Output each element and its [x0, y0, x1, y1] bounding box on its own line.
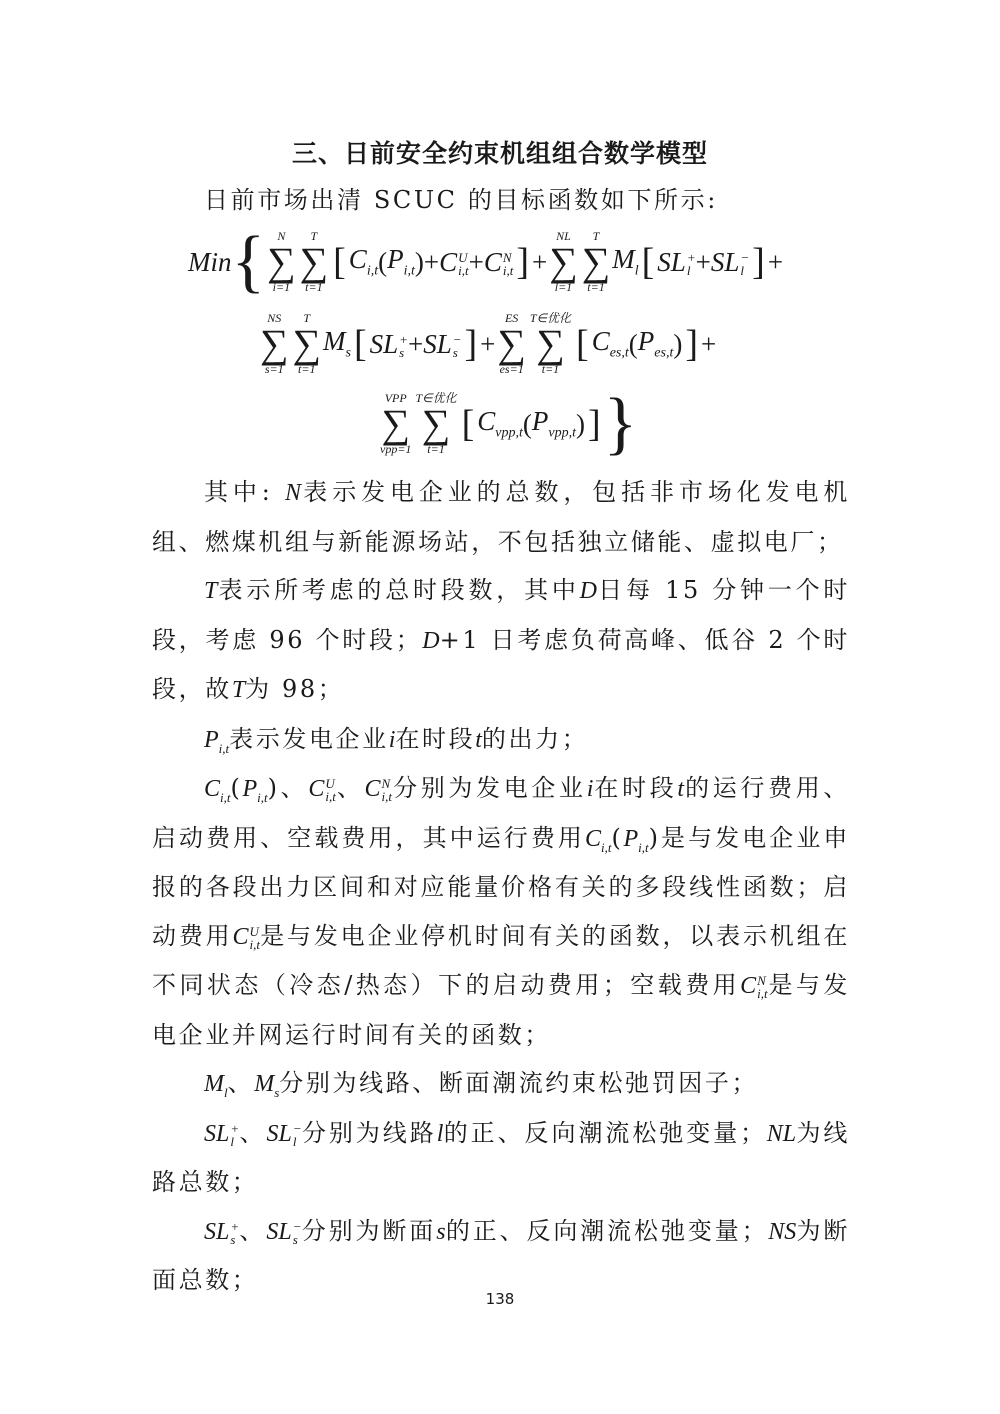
sigma-icon: ∑ — [581, 239, 611, 284]
bracket: [ — [576, 323, 589, 365]
bracket: ] — [516, 241, 529, 283]
subscript: es,t — [654, 345, 674, 361]
summation-symbol — [549, 230, 578, 294]
subscript: s — [452, 345, 458, 361]
subscript: i,t — [366, 263, 379, 279]
summation-symbol — [530, 312, 571, 376]
math-variable: C U i,t — [439, 246, 469, 279]
math-variable: $C_{es,t}$ — [591, 326, 629, 361]
formula-text: + — [695, 246, 711, 277]
paragraph: $P_{i,t}$表示发电企业i在时段t的出力； — [152, 715, 850, 765]
subscript: i,t — [638, 839, 649, 855]
formula-text: ( — [628, 328, 638, 359]
subscript: l — [740, 263, 744, 279]
summation-symbol — [415, 392, 456, 456]
bracket: [ — [641, 241, 655, 283]
bracket: ] — [464, 323, 478, 365]
sum-lower-limit: l=1 — [554, 280, 573, 294]
math-symbol: t — [677, 776, 685, 802]
subscript: vpp,t — [495, 425, 523, 441]
math-variable: C N i,t — [364, 776, 393, 805]
paragraph: $C_{i,t}(P_{i,t})$、C U i,t 、C N i,t 分别为发电企业i在时段t的运行费用、启动费用、空载费用，其中运行费用$C_{i,t}(P_{i,t})$是与发电企业申报的各段出力区间和对应能量价格有关的多段线性函数；启动费用C U i,t 是与发电企业停机时间有关的函数，以表示机组在不同状态（冷态/热态）下的启动费用；空载费用C N i,t 是与发电企业并网运行时间有关的函数； — [152, 764, 850, 1059]
subscript: s — [345, 345, 351, 361]
paragraph: $M_l$、$M_s$分别为线路、断面潮流约束松弛罚因子； — [152, 1059, 850, 1109]
math-variable: $C_{i,t}$ — [584, 825, 612, 855]
math-variable: SL − l — [266, 1120, 302, 1149]
sub-sup — [453, 333, 462, 359]
sum-upper-limit: NL — [556, 229, 571, 243]
math-variable: $P_{es,t}$ — [637, 326, 674, 361]
subscript: s — [274, 1084, 280, 1100]
sum-lower-limit: s=1 — [264, 362, 284, 376]
formula-line-1 — [188, 222, 783, 302]
subscript: s — [292, 1231, 298, 1247]
math-variable: $C_{vpp,t}$ — [477, 406, 523, 441]
subscript: l — [292, 1133, 297, 1149]
sum-lower-limit: es=1 — [499, 362, 524, 376]
formula-text: ) — [673, 328, 683, 359]
bracket: [ — [353, 323, 367, 365]
math-variable: C N i,t — [483, 246, 514, 279]
formula-text: ( — [378, 246, 388, 277]
formula-text: + — [701, 328, 717, 359]
subscript: i,t — [257, 789, 268, 805]
sub-sup — [382, 777, 392, 803]
sub-sup — [293, 1220, 302, 1246]
formula-text: + — [480, 328, 496, 359]
math-variable: SL − s — [423, 328, 462, 361]
paragraph: T表示所考虑的总时段数，其中D日每 15 分钟一个时段，考虑 96 个时段；D+1 日考虑负荷高峰、低谷 2 个时段，故T为 98； — [152, 576, 850, 703]
formula-text: )+ — [414, 246, 440, 277]
subscript: l — [634, 263, 639, 279]
summation-symbol — [267, 230, 296, 294]
bracket: ] — [685, 323, 698, 365]
math-variable: $P_{vpp,t}$ — [531, 406, 576, 441]
sum-lower-limit: t=1 — [541, 362, 560, 376]
subscript: s — [230, 1231, 236, 1247]
subscript: i,t — [218, 740, 230, 756]
sum-upper-limit: ES — [504, 311, 519, 325]
math-symbol: NL — [766, 1120, 797, 1147]
math-symbol: i — [586, 776, 594, 802]
sub-sup — [740, 251, 749, 277]
definitions-body — [152, 468, 850, 1305]
sum-lower-limit: t=1 — [305, 280, 323, 294]
superscript: + — [230, 1120, 240, 1136]
subscript: i,t — [600, 839, 612, 855]
formula-text: ( — [522, 408, 532, 439]
formula-text: + — [531, 246, 548, 277]
subscript: i,t — [757, 986, 768, 1002]
math-variable: C N i,t — [740, 973, 768, 1002]
sub-sup — [230, 1220, 239, 1246]
subscript: i,t — [220, 789, 231, 805]
page-number: 138 — [485, 1290, 515, 1308]
sum-upper-limit: VPP — [384, 391, 407, 405]
sum-lower-limit: i=1 — [272, 280, 291, 294]
sigma-icon: ∑ — [260, 321, 289, 366]
sum-upper-limit: T — [303, 311, 311, 325]
sum-lower-limit: t=1 — [298, 362, 316, 376]
sum-upper-limit: T∈优化 — [529, 311, 572, 325]
math-symbol: T — [231, 677, 246, 703]
math-variable: $P_{i,t}$ — [623, 825, 649, 855]
superscript: N — [757, 973, 766, 989]
brace: } — [603, 385, 638, 462]
math-variable: SL + s — [369, 328, 408, 361]
superscript: − — [292, 1120, 302, 1136]
math-variable: SL − s — [266, 1218, 302, 1247]
paragraph: 其中: N表示发电企业的总数，包括非市场化发电机组、燃煤机组与新能源场站，不包括独立储能、虚拟电厂； — [152, 478, 850, 556]
math-variable: C U i,t — [232, 923, 260, 952]
sub-sup — [458, 251, 468, 277]
sum-upper-limit: T — [310, 229, 318, 243]
intro-text — [152, 176, 850, 225]
section-title: 三、日前安全约束机组组合数学模型 — [291, 139, 708, 168]
bracket: ] — [752, 241, 765, 283]
subscript: s — [399, 345, 405, 361]
superscript: N — [502, 250, 512, 266]
sum-upper-limit: N — [277, 229, 286, 243]
subscript: l — [230, 1133, 234, 1149]
math-symbol: i — [388, 726, 396, 753]
math-variable: C U i,t — [308, 776, 336, 805]
superscript: + — [399, 332, 408, 348]
summation-symbol — [497, 312, 526, 376]
subscript: es,t — [609, 345, 629, 361]
sum-lower-limit: t=1 — [587, 280, 605, 294]
superscript: + — [686, 250, 696, 266]
summation-symbol — [380, 392, 411, 456]
math-variable: $M_s$ — [323, 326, 351, 361]
superscript: − — [740, 250, 750, 266]
superscript: − — [452, 332, 462, 348]
sigma-icon: ∑ — [497, 321, 526, 366]
math-variable: $C_{i,t}$ — [348, 244, 379, 279]
subscript: i,t — [249, 936, 260, 952]
formula-line-3 — [378, 384, 637, 464]
math-variable: $P_{i,t}$ — [242, 776, 268, 805]
sum-upper-limit: T — [592, 229, 600, 243]
math-symbol: NS — [768, 1218, 797, 1245]
subscript: l — [686, 263, 691, 279]
formula-text: + — [767, 246, 784, 277]
sigma-icon: ∑ — [381, 401, 410, 446]
bracket: [ — [333, 241, 346, 283]
math-symbol: t — [475, 726, 482, 753]
superscript: U — [249, 923, 259, 939]
sub-sup — [293, 1122, 302, 1148]
subscript: i,t — [502, 263, 514, 279]
summation-symbol — [300, 230, 329, 294]
math-variable: SL − l — [710, 246, 750, 279]
formula-text: ) — [575, 408, 585, 439]
sub-sup — [325, 777, 335, 803]
sigma-icon: ∑ — [299, 239, 329, 284]
math-symbol: N — [285, 480, 302, 506]
superscript: N — [381, 776, 391, 792]
sigma-icon: ∑ — [421, 401, 451, 446]
superscript: + — [230, 1218, 240, 1234]
subscript: i,t — [403, 263, 415, 279]
math-variable: $M_l$ — [204, 1071, 228, 1100]
intro-paragraph: 日前市场出清 SCUC 的目标函数如下所示: — [204, 186, 718, 214]
math-variable: $P_{i,t}$ — [204, 726, 230, 756]
sigma-icon: ∑ — [292, 321, 322, 366]
sub-sup — [399, 333, 408, 359]
subscript: l — [224, 1084, 228, 1100]
math-symbol: s — [436, 1218, 446, 1245]
sum-upper-limit: T∈优化 — [415, 391, 457, 405]
math-variable: $M_s$ — [254, 1071, 280, 1100]
sum-upper-limit: NS — [267, 311, 282, 325]
sigma-icon: ∑ — [267, 239, 296, 284]
subscript: vpp,t — [548, 425, 576, 441]
sum-lower-limit: t=1 — [427, 442, 445, 456]
math-variable: $P_{i,t}$ — [387, 244, 415, 279]
summation-symbol — [260, 312, 289, 376]
math-variable: SL + l — [204, 1120, 240, 1149]
sub-sup — [687, 251, 696, 277]
math-symbol: D — [422, 627, 440, 654]
brace: { — [231, 223, 266, 300]
subscript: i,t — [458, 263, 469, 279]
math-variable: $M_l$ — [612, 244, 639, 279]
sigma-icon: ∑ — [549, 239, 578, 284]
math-variable: $C_{i,t}$ — [204, 776, 231, 805]
math-symbol: D — [579, 578, 597, 604]
sum-lower-limit: vpp=1 — [380, 442, 412, 456]
paragraph: SL + s 、SL − s 分别为断面s的正、反向潮流松弛变量；NS为断面总数； — [152, 1207, 850, 1305]
formula-text: Min — [188, 246, 232, 277]
math-variable: SL + s — [204, 1218, 240, 1247]
sub-sup — [249, 925, 259, 951]
paragraph: SL + l 、SL − l 分别为线路l的正、反向潮流松弛变量；NL为线路总数； — [152, 1109, 850, 1207]
superscript: U — [325, 776, 335, 792]
formula-text: + — [407, 328, 424, 359]
summation-symbol — [293, 312, 322, 376]
bracket: [ — [461, 403, 475, 445]
subscript: i,t — [325, 789, 336, 805]
subscript: i,t — [381, 789, 393, 805]
sub-sup — [230, 1122, 239, 1148]
math-symbol: l — [436, 1120, 444, 1147]
bracket: ] — [587, 403, 601, 445]
math-variable: SL + l — [657, 246, 696, 279]
superscript: U — [458, 250, 468, 266]
sub-sup — [757, 974, 767, 1000]
formula-line-2 — [258, 304, 716, 384]
superscript: − — [292, 1218, 302, 1234]
sigma-icon: ∑ — [536, 321, 565, 366]
formula-text: + — [468, 246, 484, 277]
sub-sup — [503, 251, 513, 277]
math-symbol: T — [204, 578, 218, 604]
summation-symbol — [582, 230, 611, 294]
